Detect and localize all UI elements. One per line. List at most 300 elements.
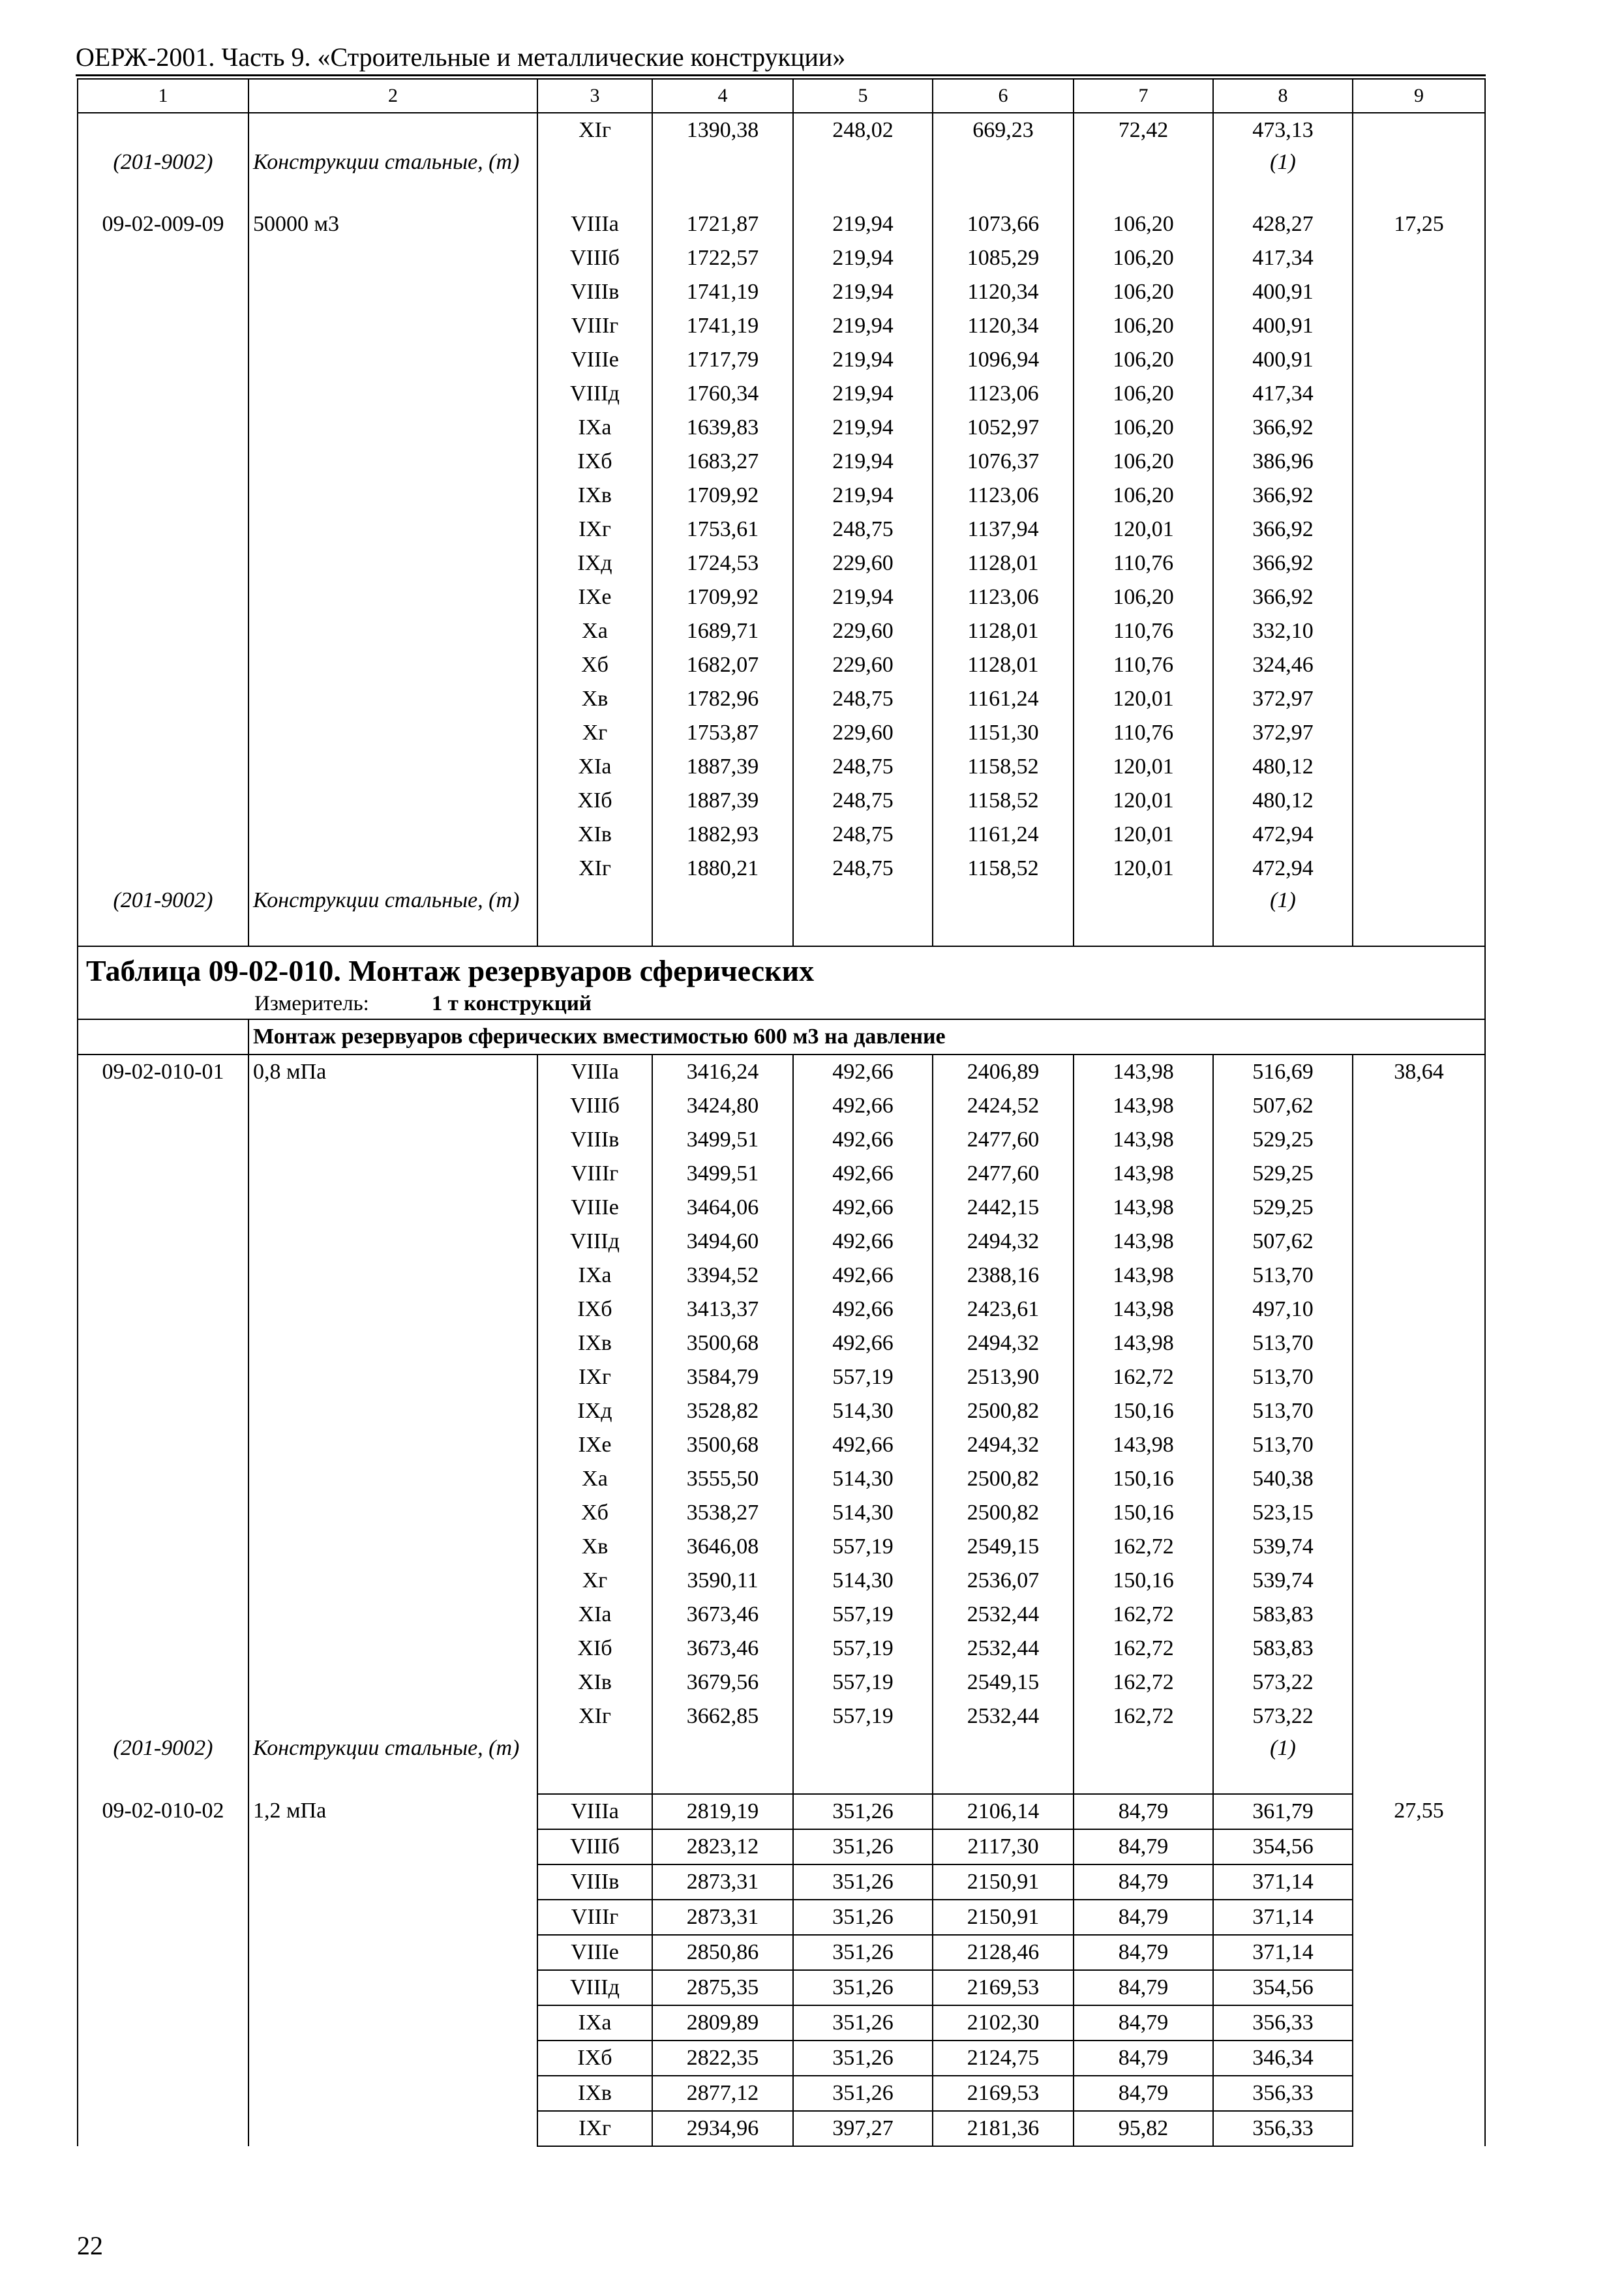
zone-code: VIIIг <box>537 1900 652 1935</box>
value-cell: 2494,32 <box>933 1428 1074 1462</box>
subsection-title: Монтаж резервуаров сферических вместимостью 600 м3 на давление <box>248 1019 1485 1055</box>
resource-name: Конструкции стальные, (т) <box>248 1733 537 1794</box>
value-cell: 351,26 <box>793 2076 933 2111</box>
value-cell: 110,76 <box>1074 546 1213 580</box>
value-cell: 371,14 <box>1213 1935 1353 1970</box>
value-cell: 492,66 <box>793 1055 933 1089</box>
value-cell: 492,66 <box>793 1123 933 1157</box>
value-cell: 1096,94 <box>933 343 1074 377</box>
value-cell: 1782,96 <box>652 682 793 716</box>
value-cell: 110,76 <box>1074 716 1213 750</box>
value-cell: 2477,60 <box>933 1123 1074 1157</box>
value-cell: 514,30 <box>793 1564 933 1598</box>
zone-code: VIIIе <box>537 1935 652 1970</box>
value-cell: 120,01 <box>1074 784 1213 818</box>
value-cell: 2124,75 <box>933 2041 1074 2076</box>
value-cell: 1120,34 <box>933 309 1074 343</box>
section-header-row <box>78 946 1485 1019</box>
value-cell: 120,01 <box>1074 818 1213 852</box>
value-cell: 1722,57 <box>652 241 793 275</box>
value-cell: 2500,82 <box>933 1496 1074 1530</box>
value-cell: 356,33 <box>1213 2076 1353 2111</box>
value-cell: 2494,32 <box>933 1326 1074 1360</box>
zone-code: Xг <box>537 1564 652 1598</box>
value-cell: 106,20 <box>1074 445 1213 479</box>
zone-code: IXб <box>537 445 652 479</box>
value-cell: 84,79 <box>1074 1970 1213 2005</box>
value-cell: 351,26 <box>793 2041 933 2076</box>
value-cell: 2106,14 <box>933 1794 1074 1829</box>
zone-code: VIIIб <box>537 241 652 275</box>
value-cell: 120,01 <box>1074 852 1213 886</box>
row-code <box>78 113 248 147</box>
value-cell: 3555,50 <box>652 1462 793 1496</box>
zone-code: VIIIд <box>537 377 652 411</box>
zone-code: Xа <box>537 1462 652 1496</box>
column-number: 5 <box>793 79 933 113</box>
value-cell: 1085,29 <box>933 241 1074 275</box>
value-cell: 2934,96 <box>652 2111 793 2146</box>
value-cell: 557,19 <box>793 1360 933 1394</box>
value-cell: 110,76 <box>1074 614 1213 648</box>
meter-value: 1 т конструкций <box>431 992 592 1015</box>
value-cell: 84,79 <box>1074 1935 1213 1970</box>
value-cell: 366,92 <box>1213 479 1353 513</box>
value-cell: 1741,19 <box>652 309 793 343</box>
value-cell: 229,60 <box>793 546 933 580</box>
row-name: 0,8 мПа <box>248 1055 537 1733</box>
meter-line <box>86 992 1477 1016</box>
zone-code: XIа <box>537 750 652 784</box>
value-cell: 366,92 <box>1213 580 1353 614</box>
value-cell: 557,19 <box>793 1632 933 1666</box>
meter-label: Измеритель: <box>254 992 369 1015</box>
value-cell: 229,60 <box>793 716 933 750</box>
value-cell: 1151,30 <box>933 716 1074 750</box>
value-cell: 480,12 <box>1213 750 1353 784</box>
zone-code: IXв <box>537 2076 652 2111</box>
value-cell: 1639,83 <box>652 411 793 445</box>
value-cell: 529,25 <box>1213 1191 1353 1225</box>
zone-code: IXг <box>537 513 652 546</box>
table-row <box>78 113 1485 147</box>
table-row <box>78 207 1485 241</box>
value-cell: 351,26 <box>793 1829 933 1864</box>
empty-cell <box>1074 147 1213 207</box>
value-cell: 513,70 <box>1213 1428 1353 1462</box>
zone-code: Xб <box>537 648 652 682</box>
rates-table <box>77 78 1486 2147</box>
zone-code: IXв <box>537 479 652 513</box>
resource-row <box>78 886 1485 946</box>
value-cell: 557,19 <box>793 1666 933 1699</box>
value-cell: 106,20 <box>1074 275 1213 309</box>
value-cell: 1390,38 <box>652 113 793 147</box>
row-col9: 27,55 <box>1353 1794 1485 2146</box>
zone-code: VIIIг <box>537 1157 652 1191</box>
row-code: 09-02-010-02 <box>78 1794 248 2146</box>
value-cell: 3494,60 <box>652 1225 793 1259</box>
empty-cell <box>537 147 652 207</box>
zone-code: Xа <box>537 614 652 648</box>
value-cell: 492,66 <box>793 1428 933 1462</box>
value-cell: 2850,86 <box>652 1935 793 1970</box>
value-cell: 2117,30 <box>933 1829 1074 1864</box>
zone-code: IXд <box>537 1394 652 1428</box>
value-cell: 1137,94 <box>933 513 1074 546</box>
zone-code: XIг <box>537 1699 652 1733</box>
value-cell: 2169,53 <box>933 1970 1074 2005</box>
value-cell: 150,16 <box>1074 1394 1213 1428</box>
value-cell: 106,20 <box>1074 479 1213 513</box>
value-cell: 150,16 <box>1074 1496 1213 1530</box>
value-cell: 397,27 <box>793 2111 933 2146</box>
value-cell: 219,94 <box>793 343 933 377</box>
value-cell: 2500,82 <box>933 1462 1074 1496</box>
value-cell: 2823,12 <box>652 1829 793 1864</box>
value-cell: 1717,79 <box>652 343 793 377</box>
resource-name: Конструкции стальные, (т) <box>248 886 537 946</box>
value-cell: 143,98 <box>1074 1157 1213 1191</box>
value-cell: 84,79 <box>1074 1794 1213 1829</box>
row-col9 <box>1353 113 1485 207</box>
value-cell: 529,25 <box>1213 1123 1353 1157</box>
value-cell: 110,76 <box>1074 648 1213 682</box>
value-cell: 366,92 <box>1213 513 1353 546</box>
value-cell: 248,75 <box>793 818 933 852</box>
value-cell: 400,91 <box>1213 275 1353 309</box>
subsection-spacer <box>78 1019 248 1055</box>
empty-cell <box>652 1733 793 1794</box>
page-number: 22 <box>77 2231 103 2260</box>
zone-code: VIIIв <box>537 275 652 309</box>
value-cell: 417,34 <box>1213 377 1353 411</box>
header-rule <box>76 74 1486 76</box>
value-cell: 583,83 <box>1213 1598 1353 1632</box>
value-cell: 95,82 <box>1074 2111 1213 2146</box>
resource-row <box>78 147 1485 207</box>
value-cell: 2536,07 <box>933 1564 1074 1598</box>
value-cell: 3646,08 <box>652 1530 793 1564</box>
value-cell: 417,34 <box>1213 241 1353 275</box>
empty-cell <box>793 1733 933 1794</box>
empty-cell <box>933 886 1074 946</box>
resource-row <box>78 1733 1485 1794</box>
value-cell: 351,26 <box>793 1900 933 1935</box>
value-cell: 351,26 <box>793 1864 933 1900</box>
resource-code: (201-9002) <box>78 147 248 207</box>
value-cell: 2873,31 <box>652 1864 793 1900</box>
value-cell: 162,72 <box>1074 1632 1213 1666</box>
value-cell: 513,70 <box>1213 1259 1353 1293</box>
value-cell: 3464,06 <box>652 1191 793 1225</box>
value-cell: 354,56 <box>1213 1829 1353 1864</box>
value-cell: 162,72 <box>1074 1666 1213 1699</box>
value-cell: 72,42 <box>1074 113 1213 147</box>
resource-note: (1) <box>1213 147 1353 207</box>
value-cell: 2500,82 <box>933 1394 1074 1428</box>
empty-cell <box>933 147 1074 207</box>
value-cell: 248,75 <box>793 750 933 784</box>
zone-code: IXа <box>537 1259 652 1293</box>
value-cell: 1123,06 <box>933 580 1074 614</box>
value-cell: 1161,24 <box>933 682 1074 716</box>
value-cell: 507,62 <box>1213 1225 1353 1259</box>
value-cell: 106,20 <box>1074 241 1213 275</box>
value-cell: 2102,30 <box>933 2005 1074 2041</box>
value-cell: 2388,16 <box>933 1259 1074 1293</box>
value-cell: 2875,35 <box>652 1970 793 2005</box>
value-cell: 84,79 <box>1074 2005 1213 2041</box>
value-cell: 219,94 <box>793 309 933 343</box>
value-cell: 1887,39 <box>652 784 793 818</box>
zone-code: VIIIг <box>537 309 652 343</box>
zone-code: XIг <box>537 852 652 886</box>
value-cell: 143,98 <box>1074 1326 1213 1360</box>
value-cell: 1741,19 <box>652 275 793 309</box>
document-header: ОЕРЖ-2001. Часть 9. «Строительные и металлические конструкции» <box>76 42 846 72</box>
value-cell: 324,46 <box>1213 648 1353 682</box>
value-cell: 84,79 <box>1074 2041 1213 2076</box>
value-cell: 386,96 <box>1213 445 1353 479</box>
value-cell: 2169,53 <box>933 2076 1074 2111</box>
section-title: Таблица 09-02-010. Монтаж резервуаров сферических <box>86 954 815 987</box>
value-cell: 3584,79 <box>652 1360 793 1394</box>
value-cell: 2877,12 <box>652 2076 793 2111</box>
row-col9: 38,64 <box>1353 1055 1485 1794</box>
value-cell: 1128,01 <box>933 546 1074 580</box>
value-cell: 3499,51 <box>652 1157 793 1191</box>
value-cell: 557,19 <box>793 1598 933 1632</box>
zone-code: IXв <box>537 1326 652 1360</box>
value-cell: 366,92 <box>1213 411 1353 445</box>
value-cell: 351,26 <box>793 1794 933 1829</box>
row-code: 09-02-010-01 <box>78 1055 248 1733</box>
value-cell: 1683,27 <box>652 445 793 479</box>
value-cell: 2822,35 <box>652 2041 793 2076</box>
value-cell: 84,79 <box>1074 1900 1213 1935</box>
value-cell: 2181,36 <box>933 2111 1074 2146</box>
value-cell: 583,83 <box>1213 1632 1353 1666</box>
value-cell: 492,66 <box>793 1089 933 1123</box>
value-cell: 514,30 <box>793 1462 933 1496</box>
value-cell: 366,92 <box>1213 546 1353 580</box>
value-cell: 523,15 <box>1213 1496 1353 1530</box>
value-cell: 1880,21 <box>652 852 793 886</box>
value-cell: 1158,52 <box>933 852 1074 886</box>
value-cell: 513,70 <box>1213 1360 1353 1394</box>
value-cell: 2819,19 <box>652 1794 793 1829</box>
zone-code: XIв <box>537 1666 652 1699</box>
value-cell: 1128,01 <box>933 614 1074 648</box>
empty-cell <box>793 147 933 207</box>
value-cell: 513,70 <box>1213 1326 1353 1360</box>
table-row <box>78 1794 1485 1829</box>
zone-code: IXб <box>537 1293 652 1326</box>
value-cell: 492,66 <box>793 1191 933 1225</box>
value-cell: 84,79 <box>1074 2076 1213 2111</box>
value-cell: 229,60 <box>793 614 933 648</box>
value-cell: 3538,27 <box>652 1496 793 1530</box>
value-cell: 507,62 <box>1213 1089 1353 1123</box>
value-cell: 84,79 <box>1074 1864 1213 1900</box>
value-cell: 332,10 <box>1213 614 1353 648</box>
value-cell: 428,27 <box>1213 207 1353 241</box>
column-number: 1 <box>78 79 248 113</box>
value-cell: 1753,61 <box>652 513 793 546</box>
value-cell: 106,20 <box>1074 411 1213 445</box>
value-cell: 492,66 <box>793 1225 933 1259</box>
value-cell: 1760,34 <box>652 377 793 411</box>
value-cell: 219,94 <box>793 241 933 275</box>
value-cell: 371,14 <box>1213 1864 1353 1900</box>
value-cell: 480,12 <box>1213 784 1353 818</box>
value-cell: 2809,89 <box>652 2005 793 2041</box>
value-cell: 351,26 <box>793 1970 933 2005</box>
value-cell: 2532,44 <box>933 1598 1074 1632</box>
value-cell: 162,72 <box>1074 1360 1213 1394</box>
value-cell: 143,98 <box>1074 1259 1213 1293</box>
value-cell: 1076,37 <box>933 445 1074 479</box>
value-cell: 143,98 <box>1074 1225 1213 1259</box>
value-cell: 2494,32 <box>933 1225 1074 1259</box>
value-cell: 2532,44 <box>933 1632 1074 1666</box>
value-cell: 1753,87 <box>652 716 793 750</box>
value-cell: 3590,11 <box>652 1564 793 1598</box>
value-cell: 2532,44 <box>933 1699 1074 1733</box>
value-cell: 2150,91 <box>933 1900 1074 1935</box>
value-cell: 557,19 <box>793 1530 933 1564</box>
zone-code: VIIIд <box>537 1970 652 2005</box>
value-cell: 492,66 <box>793 1326 933 1360</box>
value-cell: 120,01 <box>1074 750 1213 784</box>
value-cell: 1724,53 <box>652 546 793 580</box>
value-cell: 150,16 <box>1074 1564 1213 1598</box>
zone-code: IXб <box>537 2041 652 2076</box>
value-cell: 3673,46 <box>652 1632 793 1666</box>
value-cell: 2549,15 <box>933 1530 1074 1564</box>
value-cell: 143,98 <box>1074 1089 1213 1123</box>
zone-code: IXд <box>537 546 652 580</box>
value-cell: 372,97 <box>1213 716 1353 750</box>
resource-name: Конструкции стальные, (т) <box>248 147 537 207</box>
zone-code: IXе <box>537 1428 652 1462</box>
zone-code: Xв <box>537 1530 652 1564</box>
zone-code: VIIIб <box>537 1089 652 1123</box>
value-cell: 497,10 <box>1213 1293 1353 1326</box>
zone-code: IXа <box>537 2005 652 2041</box>
value-cell: 3673,46 <box>652 1598 793 1632</box>
value-cell: 354,56 <box>1213 1970 1353 2005</box>
zone-code: VIIIв <box>537 1123 652 1157</box>
zone-code: XIг <box>537 113 652 147</box>
value-cell: 361,79 <box>1213 1794 1353 1829</box>
value-cell: 2549,15 <box>933 1666 1074 1699</box>
value-cell: 2406,89 <box>933 1055 1074 1089</box>
value-cell: 219,94 <box>793 377 933 411</box>
value-cell: 513,70 <box>1213 1394 1353 1428</box>
value-cell: 1689,71 <box>652 614 793 648</box>
value-cell: 1158,52 <box>933 784 1074 818</box>
value-cell: 1158,52 <box>933 750 1074 784</box>
value-cell: 472,94 <box>1213 852 1353 886</box>
empty-cell <box>652 886 793 946</box>
value-cell: 219,94 <box>793 479 933 513</box>
value-cell: 219,94 <box>793 411 933 445</box>
zone-code: IXе <box>537 580 652 614</box>
value-cell: 248,75 <box>793 784 933 818</box>
value-cell: 1721,87 <box>652 207 793 241</box>
value-cell: 248,75 <box>793 513 933 546</box>
value-cell: 2128,46 <box>933 1935 1074 1970</box>
value-cell: 516,69 <box>1213 1055 1353 1089</box>
value-cell: 229,60 <box>793 648 933 682</box>
zone-code: IXг <box>537 2111 652 2146</box>
value-cell: 1123,06 <box>933 479 1074 513</box>
value-cell: 106,20 <box>1074 207 1213 241</box>
row-name <box>248 113 537 147</box>
row-name: 50000 м3 <box>248 207 537 886</box>
resource-note: (1) <box>1213 1733 1353 1794</box>
value-cell: 3424,80 <box>652 1089 793 1123</box>
zone-code: VIIIв <box>537 1864 652 1900</box>
subsection-row <box>78 1019 1485 1055</box>
value-cell: 248,75 <box>793 682 933 716</box>
value-cell: 120,01 <box>1074 682 1213 716</box>
row-code: 09-02-009-09 <box>78 207 248 886</box>
zone-code: VIIIд <box>537 1225 652 1259</box>
value-cell: 492,66 <box>793 1157 933 1191</box>
value-cell: 539,74 <box>1213 1564 1353 1598</box>
value-cell: 219,94 <box>793 580 933 614</box>
empty-cell <box>537 1733 652 1794</box>
empty-cell <box>652 147 793 207</box>
value-cell: 143,98 <box>1074 1191 1213 1225</box>
empty-cell <box>537 886 652 946</box>
value-cell: 1073,66 <box>933 207 1074 241</box>
value-cell: 106,20 <box>1074 580 1213 614</box>
value-cell: 1161,24 <box>933 818 1074 852</box>
zone-code: IXг <box>537 1360 652 1394</box>
value-cell: 3528,82 <box>652 1394 793 1428</box>
row-name: 1,2 мПа <box>248 1794 537 2146</box>
value-cell: 106,20 <box>1074 309 1213 343</box>
column-number-row <box>78 79 1485 113</box>
value-cell: 346,34 <box>1213 2041 1353 2076</box>
value-cell: 2424,52 <box>933 1089 1074 1123</box>
rates-table-body <box>78 79 1485 2146</box>
value-cell: 351,26 <box>793 1935 933 1970</box>
value-cell: 106,20 <box>1074 343 1213 377</box>
value-cell: 84,79 <box>1074 1829 1213 1864</box>
value-cell: 573,22 <box>1213 1699 1353 1733</box>
resource-code: (201-9002) <box>78 886 248 946</box>
value-cell: 472,94 <box>1213 818 1353 852</box>
value-cell: 143,98 <box>1074 1428 1213 1462</box>
value-cell: 473,13 <box>1213 113 1353 147</box>
column-number: 3 <box>537 79 652 113</box>
value-cell: 2513,90 <box>933 1360 1074 1394</box>
empty-cell <box>793 886 933 946</box>
value-cell: 120,01 <box>1074 513 1213 546</box>
row-col9: 17,25 <box>1353 207 1485 946</box>
value-cell: 351,26 <box>793 2005 933 2041</box>
value-cell: 3500,68 <box>652 1326 793 1360</box>
value-cell: 540,38 <box>1213 1462 1353 1496</box>
resource-code: (201-9002) <box>78 1733 248 1794</box>
value-cell: 2423,61 <box>933 1293 1074 1326</box>
value-cell: 371,14 <box>1213 1900 1353 1935</box>
